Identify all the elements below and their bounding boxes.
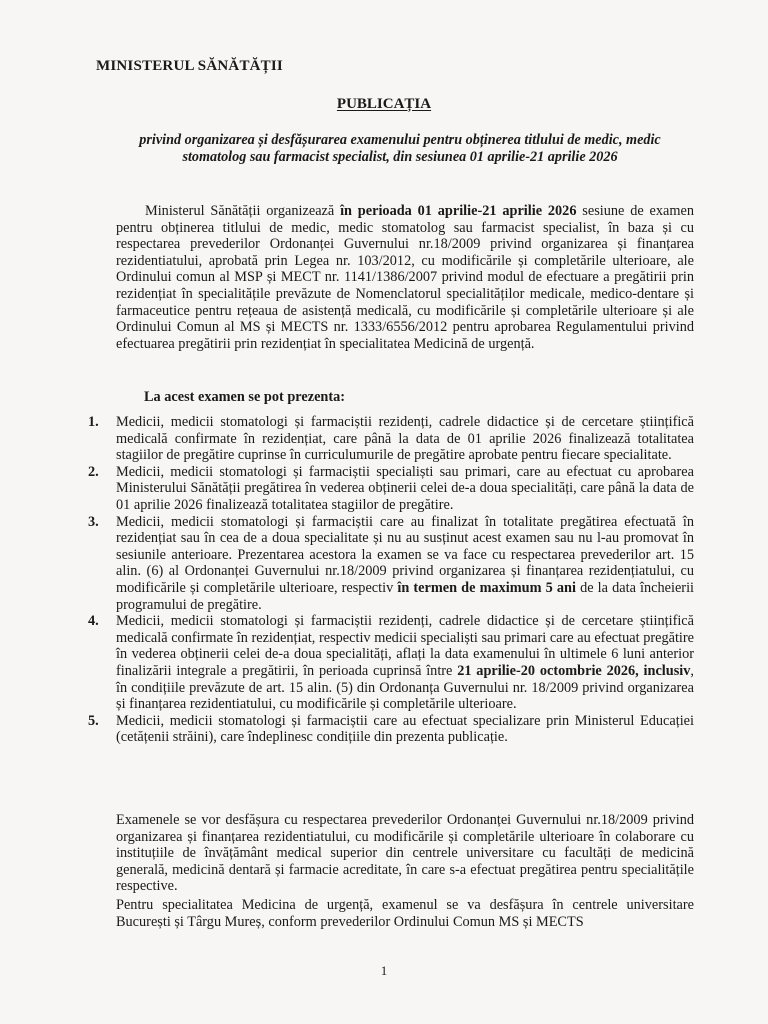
intro-text-1: Ministerul Sănătății organizează	[145, 203, 341, 219]
list-item	[88, 463, 694, 514]
closing-text-2: Pentru specialitatea Medicina de urgență, examenul se va desfășura în centrele universitare București și Târgu Mureș, conform prevederilor Ordinului Comun MS și MECTS	[116, 897, 694, 930]
list-item-bold: în termen de maximum 5 ani	[397, 579, 576, 596]
list-item	[88, 613, 694, 713]
list-item-text: Medicii, medicii stomatologi și farmaciștii rezidenți, cadrele didactice și de cercetare științifică medicală confirmate în rezidențiat, respectiv medicii specialiști sau primari care au efectuat pregătire în vederea obținerii celei de-a doua specialități, aflați la data examenului în ultimele 6 luni anterior finalizării integrale a pregătirii, în perioada cuprinsă între	[116, 613, 694, 679]
document-subtitle: privind organizarea și desfășurarea examenului pentru obținerea titlului de medic, medic stomatolog sau farmacist specialist, din sesiunea 01 aprilie-21 aprilie 2026	[139, 132, 661, 165]
page-number: 1	[380, 963, 388, 978]
list-item	[88, 414, 694, 464]
list-item-text: Medicii, medicii stomatologi și farmaciștii rezidenți, cadrele didactice și de cercetare științifică medicală confirmate în rezidențiat, care până la data de 01 aprilie 2026 finalizează totalitatea stagiilor de pregătire cuprinse în curriculumurile de pregătire aprobate pentru fiecare specialitate.	[116, 414, 694, 464]
list-item-number: 1.	[88, 414, 99, 430]
list-item-number: 2.	[88, 463, 99, 480]
closing-paragraph-1	[116, 812, 694, 895]
intro-period-bold: în perioada 01 aprilie-21 aprilie 2026	[340, 203, 577, 219]
eligibility-list	[88, 414, 695, 746]
list-item-number: 3.	[88, 513, 99, 530]
intro-paragraph	[116, 203, 694, 352]
list-item-text: Medicii, medicii stomatologi și farmaciștii care au efectuat specializare prin Ministerul Educației (cetățenii străini), care îndeplinesc condițiile din prezenta publicație.	[116, 712, 694, 746]
list-item	[88, 513, 695, 614]
list-item-text-after: de la data încheierii programului de pregătire.	[116, 579, 695, 613]
list-item-number: 4.	[88, 613, 99, 630]
list-item	[88, 712, 694, 746]
eligibility-heading: La acest examen se pot prezenta:	[144, 389, 346, 405]
closing-paragraph-2	[116, 897, 694, 930]
list-item-bold: 21 aprilie-20 octombrie 2026, inclusiv	[457, 662, 691, 679]
ministry-name: MINISTERUL SĂNĂTĂȚII	[96, 58, 283, 74]
closing-text-1: Examenele se vor desfășura cu respectarea prevederilor Ordonanței Guvernului nr.18/2009 privind organizarea și finanțarea rezidentiatului, cu modificările și completările ulterioare în colaborare cu instituțiile de învățământ medical superior din centrele universitare cu facultăți de medicină generală, medicină dentară și farmacie acreditate, în care s-a efectuat pregătirea pentru specialitățile respective.	[116, 812, 694, 895]
intro-text-2: sesiune de examen pentru obținerea titlului de medic, medic stomatolog sau farmacist specialist, în baza și cu respectarea prevederilor Ordonanței Guvernului nr.18/2009 privind organizarea și finanțarea rezidentiatului, aprobată prin Legea nr. 103/2012, cu modificările și completările ulterioare, ale Ordinului comun al MSP și MECT nr. 1141/1386/2007 privind modul de efectuare a pregătirii prin rezidențiat în specialitățile prevăzute de Nomenclatorul specialităților medicale, medico-dentare și farmaceutice pentru rețeaua de asistență medicală, cu modificările și completările ulterioare și ale Ordinului Comun al MS și MECTS nr. 1333/6556/2012 pentru aprobarea Regulamentului privind efectuarea pregătirii prin rezidențiat în specialitatea Medicină de urgență.	[116, 203, 694, 352]
list-item-text: Medicii, medicii stomatologi și farmaciștii specialiști sau primari, care au efectuat cu aprobarea Ministerului Sănătății pregătirea în vederea obținerii celei de-a doua specialități, care până la data de 01 aprilie 2026 finalizează totalitatea stagiilor de pregătire.	[116, 463, 694, 513]
list-item-text-after: , în condițiile prevăzute de art. 15 alin. (5) din Ordonanța Guvernului nr. 18/2009 privind organizarea și finanțarea rezidentiatului, cu modificările și completările ulterioare.	[116, 662, 694, 713]
list-item-number: 5.	[88, 712, 99, 729]
list-item-text: Medicii, medicii stomatologi și farmaciștii care au finalizat în totalitate pregătirea efectuată în rezidențiat sau în cea de a doua specialitate și nu au susținut acest examen sau nu l-au promovat în sesiunile anterioare. Prezentarea acestora la examen se va face cu respectarea prevederilor art. 15 alin. (6) al Ordonanței Guvernului nr.18/2009 privind organizarea și finanțarea rezidențiatului, cu modificările și completările ulterioare, respectiv	[116, 513, 694, 596]
document-title: PUBLICAȚIA	[336, 96, 432, 112]
